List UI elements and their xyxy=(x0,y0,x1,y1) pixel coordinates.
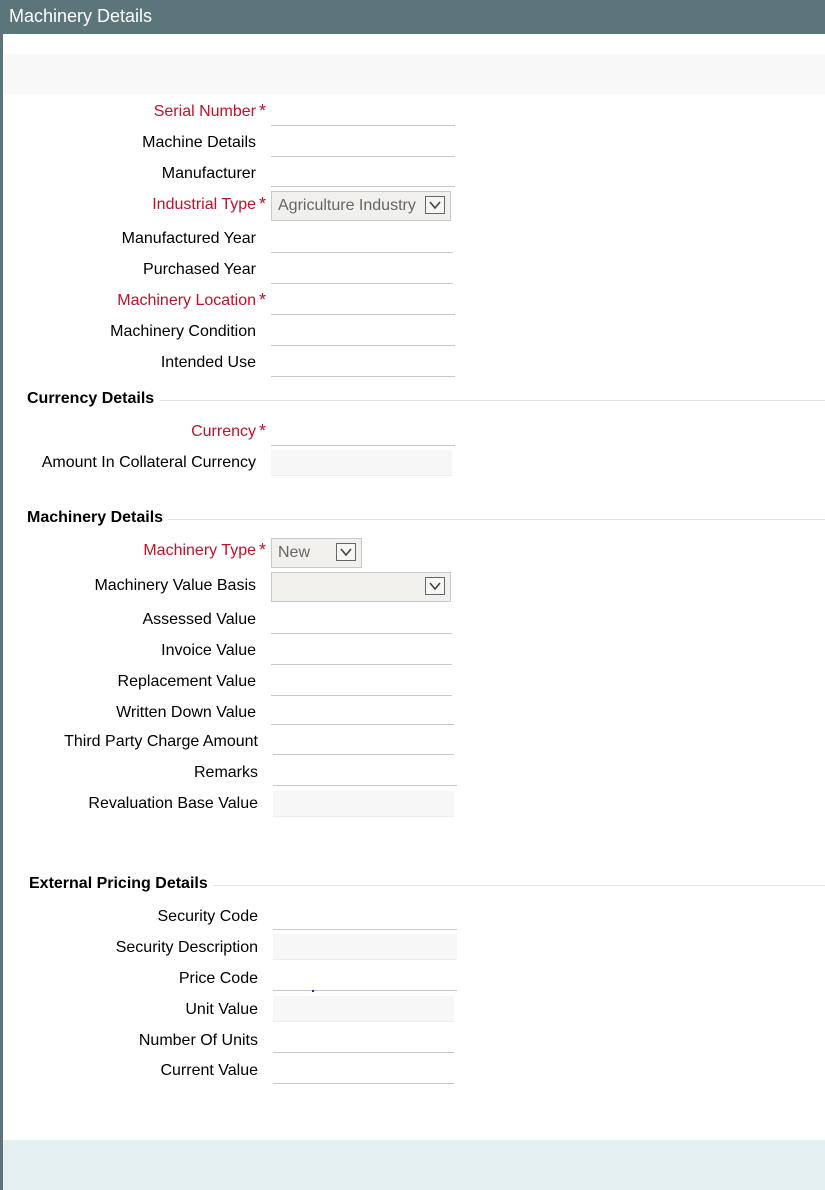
third-party-charge-amount-input[interactable] xyxy=(273,729,454,755)
machinery-section-title: Machinery Details xyxy=(27,509,164,526)
security-description-label: Security Description xyxy=(115,939,258,956)
invoice-value-label: Invoice Value xyxy=(161,642,256,659)
unit-value-label: Unit Value xyxy=(185,1001,258,1018)
machinery-condition-input[interactable] xyxy=(271,320,455,346)
price-code-input[interactable] xyxy=(273,965,457,991)
machine-details-input[interactable] xyxy=(271,131,455,157)
manufacturer-label: Manufacturer xyxy=(161,165,256,182)
currency-input[interactable] xyxy=(271,420,455,446)
serial-number-label: Serial Number xyxy=(153,103,256,120)
number-of-units-input[interactable] xyxy=(273,1027,454,1053)
replacement-value-input[interactable] xyxy=(271,670,452,696)
industrial-type-select[interactable] xyxy=(271,191,451,221)
unit-value-input xyxy=(273,996,454,1022)
assessed-value-label: Assessed Value xyxy=(142,611,256,628)
section-divider xyxy=(160,400,825,401)
current-value-input[interactable] xyxy=(273,1058,454,1084)
machinery-type-select[interactable] xyxy=(271,538,362,568)
serial-number-input[interactable] xyxy=(271,100,455,126)
machinery-value-basis-label: Machinery Value Basis xyxy=(94,577,256,594)
written-down-value-input[interactable] xyxy=(271,699,454,725)
purchased-year-input[interactable] xyxy=(271,258,453,284)
pricing-section-title: External Pricing Details xyxy=(29,875,208,892)
manufacturer-input[interactable] xyxy=(271,161,455,187)
required-marker: * xyxy=(259,194,267,214)
section-divider xyxy=(213,885,825,886)
replacement-value-label: Replacement Value xyxy=(117,673,256,690)
required-marker: * xyxy=(259,421,267,441)
window-title-bar xyxy=(0,0,825,34)
industrial-type-value: Agriculture Industry xyxy=(278,197,416,214)
assessed-value-input[interactable] xyxy=(271,608,452,634)
footer-panel xyxy=(3,1140,825,1190)
window-title: Machinery Details xyxy=(9,6,153,26)
amount-in-collateral-currency-label: Amount In Collateral Currency xyxy=(41,454,256,471)
chevron-down-icon[interactable] xyxy=(425,577,445,595)
remarks-input[interactable] xyxy=(273,760,457,786)
intended-use-label: Intended Use xyxy=(160,354,256,371)
remarks-label: Remarks xyxy=(193,764,258,781)
machinery-type-value: New xyxy=(278,544,311,561)
machinery-location-input[interactable] xyxy=(271,289,455,315)
security-code-input[interactable] xyxy=(273,904,457,930)
chevron-down-icon[interactable] xyxy=(425,196,445,214)
written-down-value-label: Written Down Value xyxy=(116,704,256,721)
revaluation-base-value-input xyxy=(273,791,454,817)
number-of-units-label: Number Of Units xyxy=(138,1032,258,1049)
machine-details-label: Machine Details xyxy=(142,134,256,151)
industrial-type-label: Industrial Type xyxy=(152,196,256,213)
chevron-down-icon[interactable] xyxy=(336,543,356,561)
manufactured-year-input[interactable] xyxy=(271,227,453,253)
machinery-value-basis-select[interactable] xyxy=(271,572,451,602)
security-description-input xyxy=(273,934,457,960)
toolbar-strip xyxy=(4,54,825,94)
current-value-label: Current Value xyxy=(160,1062,258,1079)
left-border xyxy=(0,34,3,1190)
machinery-condition-label: Machinery Condition xyxy=(110,323,256,340)
required-marker: * xyxy=(259,540,267,560)
manufactured-year-label: Manufactured Year xyxy=(121,230,256,247)
security-code-label: Security Code xyxy=(157,908,258,925)
machinery-type-label: Machinery Type xyxy=(143,542,256,559)
currency-label: Currency xyxy=(191,423,256,440)
third-party-charge-amount-label: Third Party Charge Amount xyxy=(64,733,258,750)
machinery-location-label: Machinery Location xyxy=(117,292,256,309)
intended-use-input[interactable] xyxy=(271,351,455,377)
section-divider xyxy=(168,519,825,520)
amount-in-collateral-currency-input xyxy=(271,450,452,476)
currency-section-title: Currency Details xyxy=(27,390,155,407)
required-marker: * xyxy=(259,101,267,121)
cursor-dot xyxy=(312,990,314,992)
price-code-label: Price Code xyxy=(178,970,258,987)
invoice-value-input[interactable] xyxy=(271,639,452,665)
required-marker: * xyxy=(259,290,267,310)
purchased-year-label: Purchased Year xyxy=(143,261,256,278)
revaluation-base-value-label: Revaluation Base Value xyxy=(88,795,258,812)
